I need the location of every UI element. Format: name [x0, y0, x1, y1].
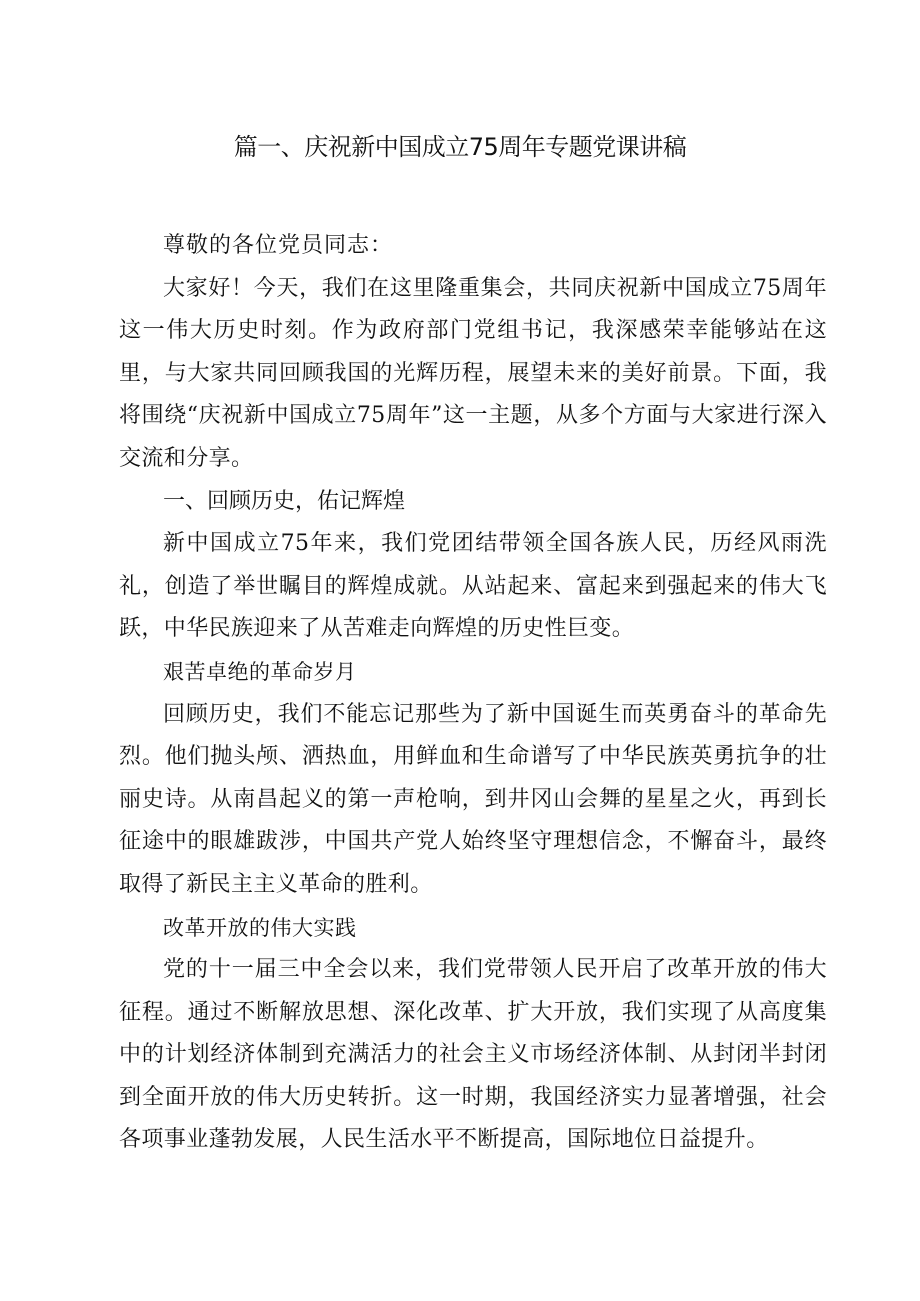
section-heading: 一、回顾历史，佑记辉煌: [163, 488, 406, 514]
subsection-heading-revolution: 艰苦卓绝的革命岁月: [163, 659, 357, 684]
subsection-paragraph-revolution: 回顾历史，我们不能忘记那些为了新中国诞生而英勇奋斗的革命先烈。他们抛头颅、洒热血，用鲜血和生命谱写了中华民族英勇抗争的壮丽史诗。从南昌起义的第一声枪响，到井冈山会舞的星星之火，再到长征途中的眼雄跋涉，中国共产党人始终坚守理想信念，不懈奋斗，最终取得了新民主主义革命的胜利。: [119, 701, 827, 897]
salutation: 尊敬的各位党员同志：: [163, 233, 394, 258]
subsection-heading-reform: 改革开放的伟大实践: [163, 915, 357, 940]
intro-paragraph: 大家好！今天，我们在这里隆重集会，共同庆祝新中国成立75周年这一伟大历史时刻。作为政府部门党组书记，我深感荣幸能够站在这里，与大家共同回顾我国的光辉历程，展望未来的美好前景。下面，我将围绕“庆祝新中国成立75周年”这一主题，从多个方面与大家进行深入交流和分享。: [119, 275, 827, 471]
section-paragraph: 新中国成立75年来，我们党团结带领全国各族人民，历经风雨洗礼，创造了举世瞩目的辉煌成就。从站起来、富起来到强起来的伟大飞跃，中华民族迎来了从苦难走向辉煌的历史性巨变。: [119, 531, 827, 642]
document-body: [119, 225, 827, 1162]
subsection-paragraph-reform: 党的十一届三中全会以来，我们党带领人民开启了改革开放的伟大征程。通过不断解放思想、深化改革、扩大开放，我们实现了从高度集中的计划经济体制到充满活力的社会主义市场经济体制、从封闭半封闭到全面开放的伟大历史转折。这一时期，我国经济实力显著增强，社会各项事业蓬勃发展，人民生活水平不断提高，国际地位日益提升。: [119, 957, 827, 1153]
document-title: 篇一、庆祝新中国成立75周年专题党课讲稿: [233, 133, 687, 161]
